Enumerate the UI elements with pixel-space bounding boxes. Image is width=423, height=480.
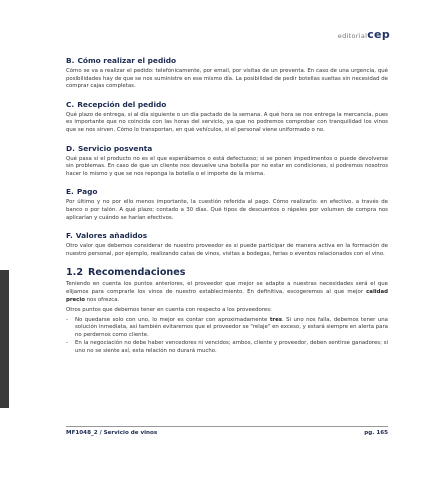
section-title: Cómo realizar el pedido: [77, 56, 177, 65]
recommendations-list: [66, 317, 388, 356]
section-d: [66, 144, 388, 179]
page-content: [66, 56, 388, 357]
section-heading: [66, 187, 388, 196]
paragraph-text: nos ofrezca.: [84, 296, 120, 303]
section-letter: C.: [66, 99, 75, 109]
paragraph-text: Teniendo en cuenta los puntos anteriores, el proveedor que mejor se adapte a nuestras necesidades será el que elijamos para comprarle los vinos de nuestro establecimiento. En definitiva, escogeremos al que mejor: [66, 281, 388, 295]
bold-term: tres: [269, 316, 282, 323]
section-title: Recepción del pedido: [77, 99, 167, 109]
section-letter: B.: [66, 56, 75, 65]
section-heading: [66, 144, 388, 153]
section-title: Valores añadidos: [75, 231, 148, 241]
section-c: [66, 100, 388, 135]
section-title: Pago: [76, 187, 98, 197]
item-text: En la negociación no debe haber vencedores ni vencidos; ambos, cliente y proveedor, deben sentirse ganadores; si uno no se siente así, esta relación no durará mucho.: [75, 340, 388, 355]
logo-brand: cep: [367, 28, 390, 41]
section-text: Otro valor que debemos considerar de nuestro proveedor es si puede participar de manera activa en la formación de nuestro personal, por ejemplo, realizando catas de vinos, visitas a bodegas, ferias o eventos relacionados con el vino.: [66, 243, 388, 257]
list-item: [66, 317, 388, 340]
section-heading: [66, 56, 388, 65]
recommendations-paragraph-2: Otros puntos que debemos tener en cuenta con respecto a los proveedores:: [66, 307, 272, 314]
section-heading: [66, 231, 388, 240]
section-letter: D.: [66, 143, 75, 153]
heading-number: 1.2: [66, 267, 83, 279]
footer-page-number: pg. 165: [364, 430, 388, 436]
section-text: Qué plazo de entrega, si al día siguiente o un día pactado de la semana. A qué hora se nos entrega la mercancía, pues es importante que no coincida con las horas del servicio, ya que no podremos comprobar con tranquilidad los vinos que se nos sirven. Cómo lo transportan, en qué vehículos, si el personal viene uniformado o no.: [66, 111, 388, 133]
dash-marker: -: [66, 340, 68, 347]
page-edge-strip: [0, 270, 9, 408]
section-text: Por último y no por ello menos importante, la cuestión referida al pago. Cómo realizarlo: en efectivo, a través de banco o por talón. A qué plazo; contado a 30 días. Qué tipos de descuentos o rápeles por volumen de compra nos aplicarían y cuándo se harían efectivos.: [66, 199, 388, 221]
section-title: Servicio posventa: [77, 143, 153, 153]
section-text: Cómo se va a realizar el pedido: telefónicamente, por email, por visitas de un preventa. En caso de una urgencia, qué posibilidades hay de que se nos suministre en ese mismo día. La posibilidad de pedir botellas sueltas sin necesidad de comprar cajas completas.: [66, 68, 388, 90]
footer-module: MF1048_2 / Servicio de vinos: [66, 430, 158, 436]
section-e: [66, 187, 388, 222]
recommendations-paragraph-1: [66, 281, 388, 304]
section-b: [66, 56, 388, 91]
bold-term: calidad precio: [66, 288, 388, 303]
section-letter: E.: [66, 187, 74, 197]
dash-marker: -: [66, 316, 68, 323]
section-heading: [66, 100, 388, 109]
publisher-logo: [338, 28, 390, 41]
list-item: [66, 340, 388, 355]
item-text: . Si uno nos falla, debemos tener una solución inmediata, así también evitaremos que el proveedor se "relaje" en exceso, y estará siempre en alerta para no perdernos como cliente.: [75, 316, 388, 338]
section-f: [66, 231, 388, 258]
section-text: Qué pasa si el producto no es el que esperábamos o está defectuoso; si se ponen impedimentos o puede devolverse sin problemas. En caso de que un cliente nos devuelve una botella por no estar en condiciones, si podremos nosotros hacer lo mismo y que se nos reponga la botella o el importe de la misma.: [66, 155, 388, 177]
section-letter: F.: [66, 231, 73, 241]
logo-prefix: editorial: [337, 32, 368, 40]
heading-title: Recomendaciones: [88, 267, 186, 279]
page-footer: [66, 426, 388, 436]
item-text: No quedarse solo con uno, lo mejor es contar con aproximadamente: [75, 316, 270, 323]
recommendations-heading: [66, 267, 388, 278]
